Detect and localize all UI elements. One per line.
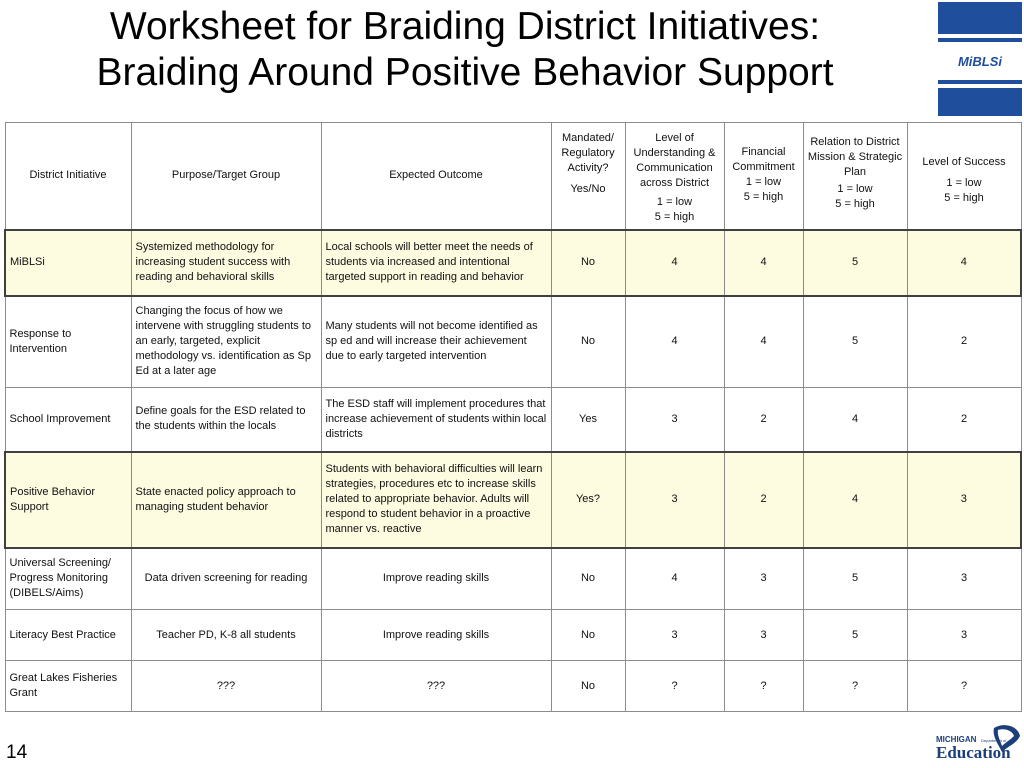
table-row	[5, 610, 1021, 661]
cell-initiative: Literacy Best Practice	[5, 610, 131, 661]
cell-purpose: ???	[131, 661, 321, 712]
cell-relation: 4	[803, 452, 907, 548]
cell-outcome: Local schools will better meet the needs of students via increased and intentional targeted support in reading and behavior	[321, 230, 551, 296]
braiding-worksheet-table	[4, 122, 1020, 711]
header-financial-high: 5 = high	[743, 191, 784, 203]
cell-success: 2	[907, 388, 1021, 452]
header-row	[5, 123, 1021, 230]
header-relation-label: Relation to District Mission & Strategic Plan	[807, 136, 903, 178]
header-understanding-label: Level of Understanding & Communication across District	[633, 132, 716, 189]
cell-success: 2	[907, 296, 1021, 388]
cell-initiative: School Improvement	[5, 388, 131, 452]
cell-understanding: 3	[625, 610, 724, 661]
cell-purpose: Define goals for the ESD related to the students within the locals	[131, 388, 321, 452]
miblsi-logo	[936, 0, 1024, 117]
cell-success: ?	[907, 661, 1021, 712]
logo-department-text: Department of	[981, 738, 1007, 743]
cell-financial: 4	[724, 296, 803, 388]
header-financial-label: Financial Commitment	[732, 146, 795, 173]
header-financial-low: 1 = low	[745, 176, 782, 188]
header-financial	[724, 123, 803, 230]
header-success-low: 1 = low	[946, 177, 982, 189]
cell-understanding: ?	[625, 661, 724, 712]
table-row	[5, 388, 1021, 452]
cell-financial: 3	[724, 610, 803, 661]
header-understanding	[625, 123, 724, 230]
cell-financial: ?	[724, 661, 803, 712]
header-understanding-low: 1 = low	[656, 196, 693, 208]
cell-purpose: Changing the focus of how we intervene with struggling students to an early, targeted, explicit methodology vs. identification as Sp Ed at a later age	[131, 296, 321, 388]
cell-initiative: Great Lakes Fisheries Grant	[5, 661, 131, 712]
cell-understanding: 4	[625, 296, 724, 388]
table-row	[5, 296, 1021, 388]
cell-initiative: Response to Intervention	[5, 296, 131, 388]
title-line-1: Worksheet for Braiding District Initiatives:	[109, 5, 821, 48]
cell-outcome: Improve reading skills	[321, 610, 551, 661]
cell-mandated: No	[551, 661, 625, 712]
cell-success: 3	[907, 610, 1021, 661]
cell-initiative: Universal Screening/ Progress Monitoring (DIBELS/Aims)	[5, 548, 131, 610]
cell-mandated: No	[551, 230, 625, 296]
table-row	[5, 661, 1021, 712]
header-success	[907, 123, 1021, 230]
cell-purpose: Systemized methodology for increasing student success with reading and behavioral skills	[131, 230, 321, 296]
table-row	[5, 230, 1021, 296]
cell-relation: ?	[803, 661, 907, 712]
header-purpose-target-group: Purpose/Target Group	[131, 123, 321, 230]
cell-success: 3	[907, 452, 1021, 548]
cell-understanding: 4	[625, 548, 724, 610]
header-relation-high: 5 = high	[835, 198, 875, 210]
slide-title	[0, 4, 930, 96]
cell-relation: 4	[803, 388, 907, 452]
header-relation-low: 1 = low	[837, 183, 873, 195]
cell-success: 4	[907, 230, 1021, 296]
cell-mandated: No	[551, 296, 625, 388]
cell-mandated: Yes?	[551, 452, 625, 548]
miblsi-logo-text: MiBLSi	[957, 54, 1003, 69]
cell-financial: 2	[724, 388, 803, 452]
cell-purpose: Teacher PD, K-8 all students	[131, 610, 321, 661]
page-number: 14	[6, 742, 28, 763]
table-row	[5, 452, 1021, 548]
header-success-high: 5 = high	[944, 192, 984, 204]
cell-initiative: Positive Behavior Support	[5, 452, 131, 548]
cell-purpose: State enacted policy approach to managing student behavior	[131, 452, 321, 548]
header-relation	[803, 123, 907, 230]
logo-michigan-text: MICHIGAN	[936, 735, 977, 744]
cell-financial: 3	[724, 548, 803, 610]
header-mandated	[551, 123, 625, 230]
header-mandated-label: Mandated/ Regulatory Activity?	[561, 132, 615, 174]
cell-purpose: Data driven screening for reading	[131, 548, 321, 610]
header-mandated-scale: Yes/No	[570, 183, 606, 195]
cell-understanding: 3	[625, 388, 724, 452]
cell-mandated: Yes	[551, 388, 625, 452]
cell-understanding: 4	[625, 230, 724, 296]
table-row	[5, 548, 1021, 610]
cell-initiative: MiBLSi	[5, 230, 131, 296]
header-expected-outcome: Expected Outcome	[321, 123, 551, 230]
cell-outcome: Students with behavioral difficulties will learn strategies, procedures etc to increase skills related to appropriate behavior. Adults will respond to student behavior in a proactive manner vs. reactive	[321, 452, 551, 548]
logo-education-text: Education	[936, 743, 1011, 762]
cell-relation: 5	[803, 610, 907, 661]
header-understanding-high: 5 = high	[654, 211, 695, 223]
cell-mandated: No	[551, 548, 625, 610]
cell-mandated: No	[551, 610, 625, 661]
cell-outcome: The ESD staff will implement procedures that increase achievement of students within local districts	[321, 388, 551, 452]
cell-financial: 2	[724, 452, 803, 548]
title-line-2: Braiding Around Positive Behavior Support	[96, 51, 834, 94]
cell-outcome: Improve reading skills	[321, 548, 551, 610]
cell-outcome: Many students will not become identified as sp ed and will increase their achievement due to early targeted intervention	[321, 296, 551, 388]
cell-relation: 5	[803, 296, 907, 388]
cell-understanding: 3	[625, 452, 724, 548]
header-district-initiative: District Initiative	[5, 123, 131, 230]
michigan-education-logo	[934, 722, 1022, 766]
cell-outcome: ???	[321, 661, 551, 712]
cell-success: 3	[907, 548, 1021, 610]
cell-relation: 5	[803, 230, 907, 296]
cell-financial: 4	[724, 230, 803, 296]
cell-relation: 5	[803, 548, 907, 610]
header-success-label: Level of Success	[922, 156, 1006, 168]
